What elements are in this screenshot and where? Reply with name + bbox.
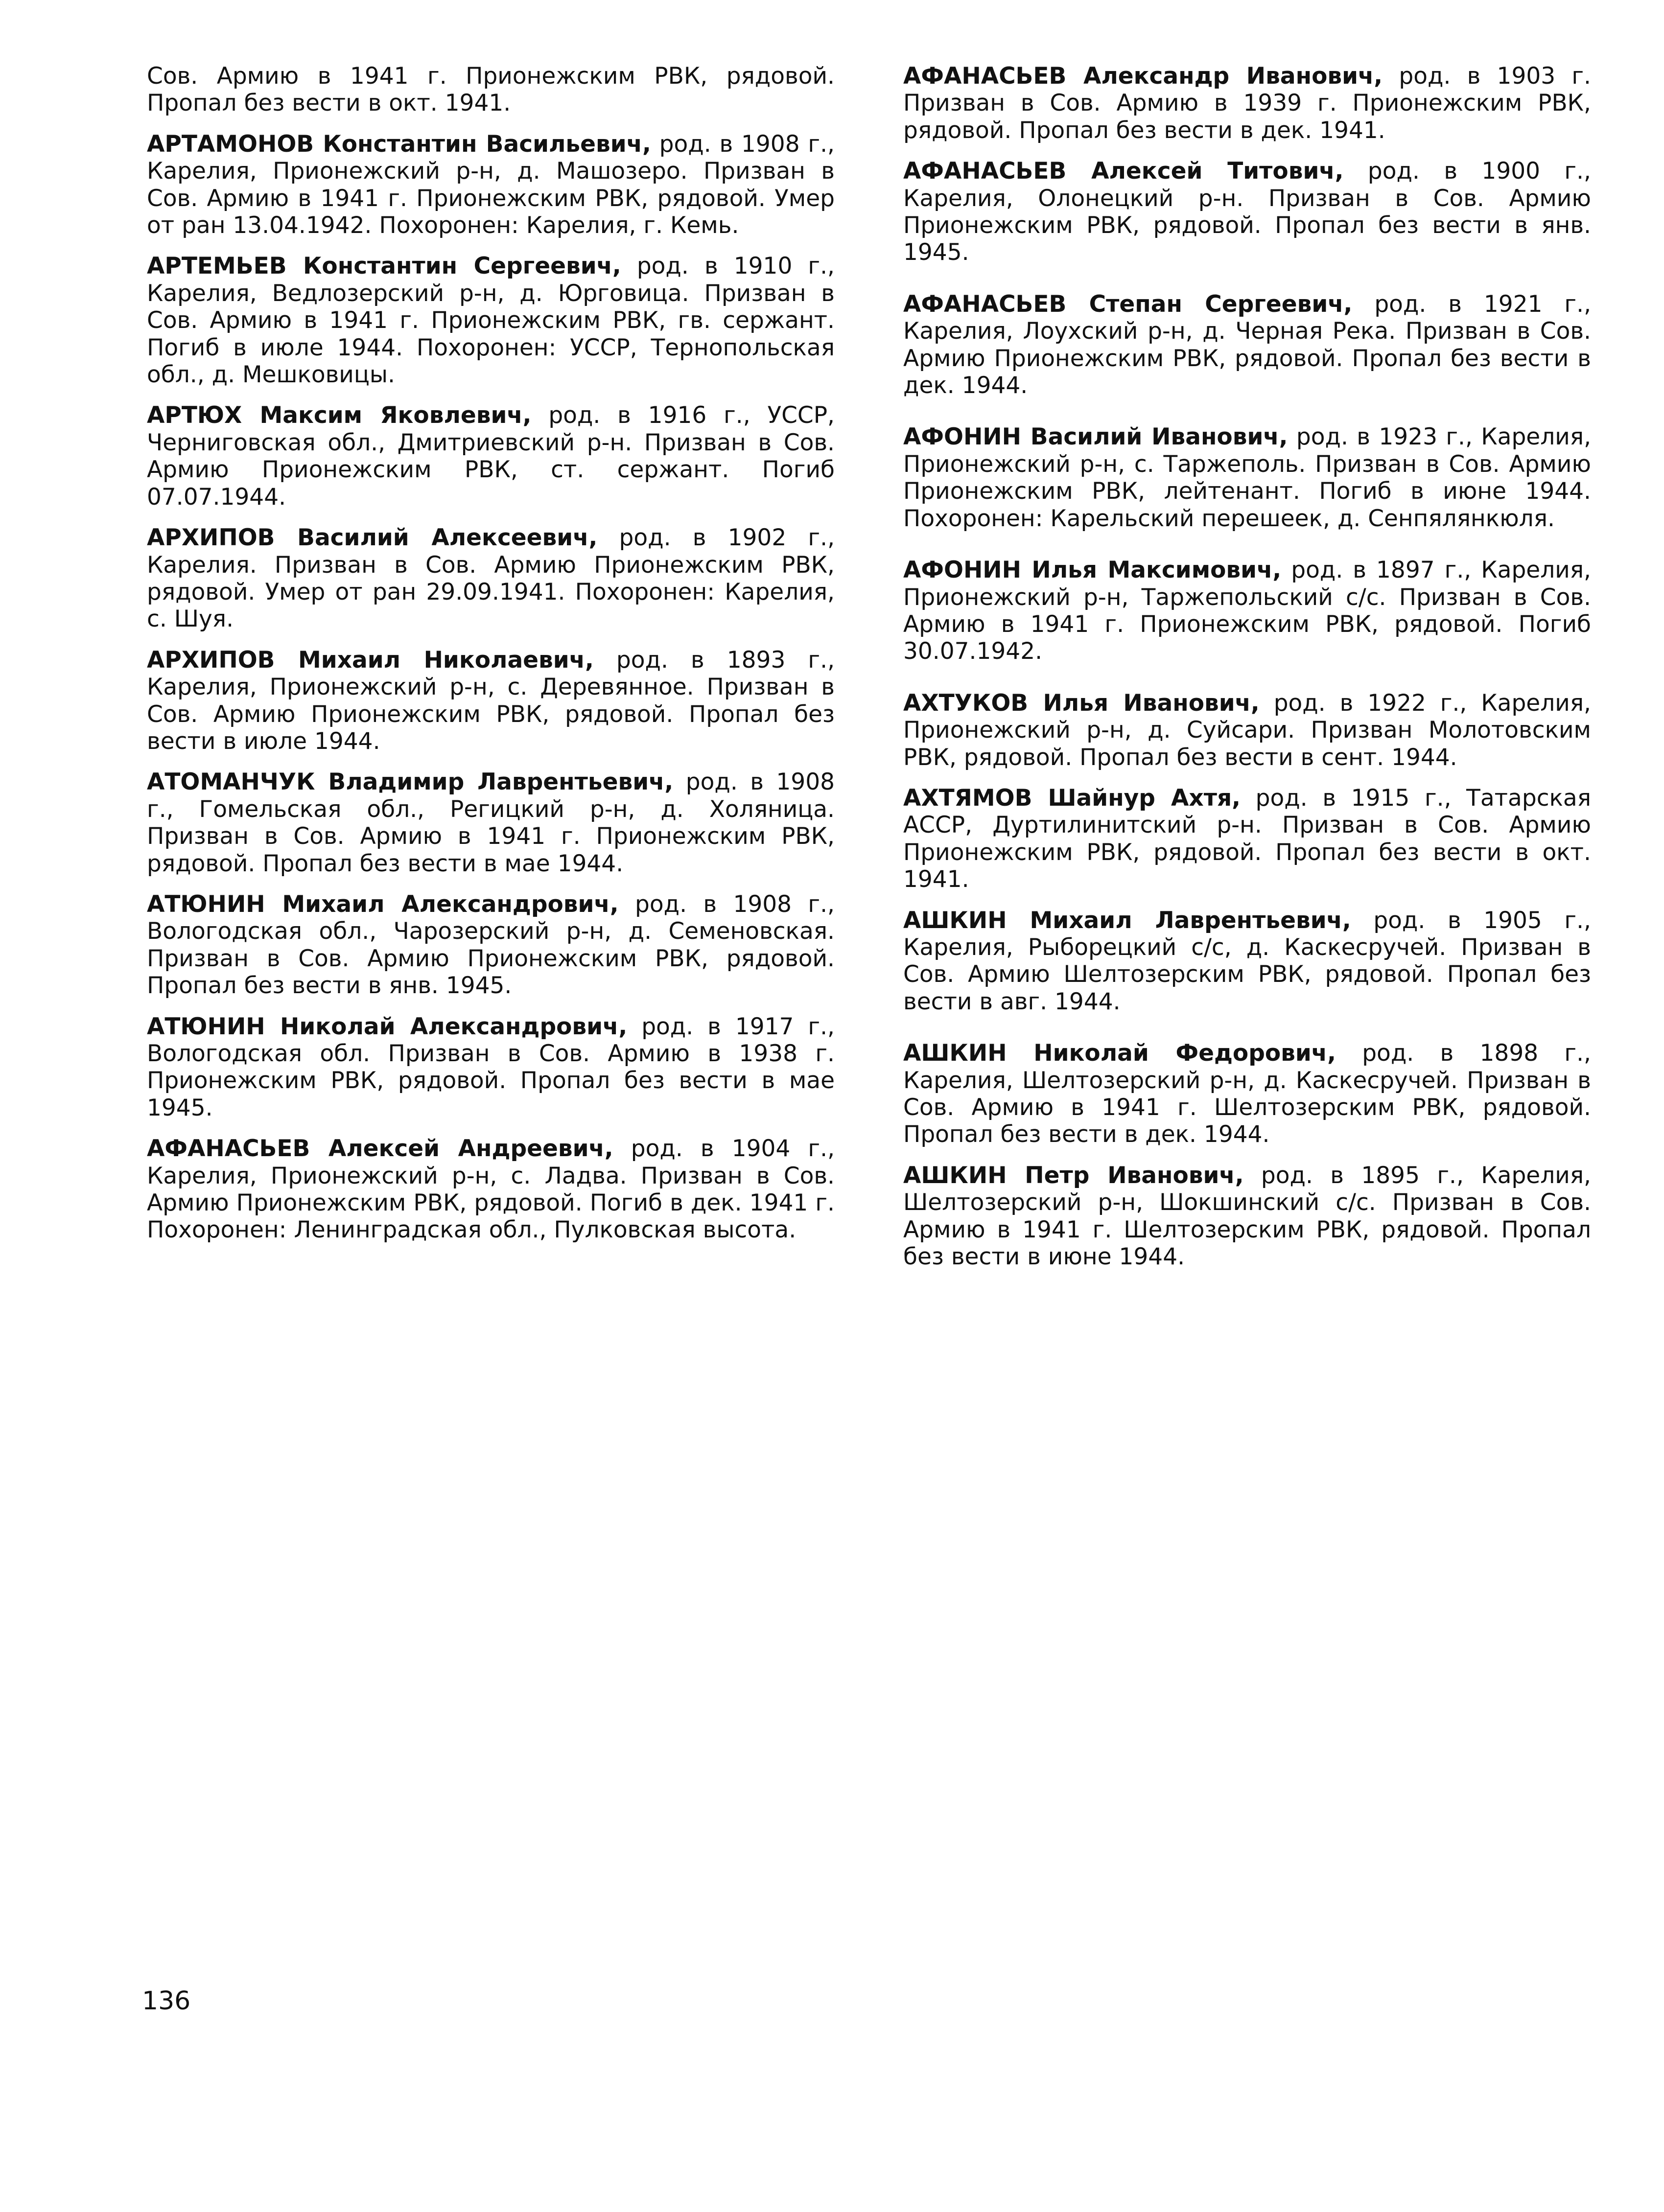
entry	[147, 63, 835, 117]
entry-name: АХТУКОВ Илья Иванович,	[903, 689, 1260, 717]
entry-name: АФОНИН Илья Максимович,	[903, 557, 1282, 584]
entry-text: род. в 1908 г., Карелия, Прионежский р-н, д. Машозеро. Призван в Сов. Армию в 1941 г. Прионежским РВК, рядовой. Умер от ран 13.04.1942. Похоронен: Карелия, г. Кемь.	[147, 130, 835, 239]
entry-name: АТЮНИН Михаил Александрович,	[147, 890, 619, 918]
entry-text: род. в 1917 г., Вологодская обл. Призван в Сов. Армию в 1938 г. Прионежским РВК, рядовой. Пропал без вести в мае 1945.	[147, 1013, 835, 1121]
entry-name: АРХИПОВ Василий Алексеевич,	[147, 524, 598, 552]
entry-text: род. в 1898 г., Карелия, Шелтозерский р-н, д. Каскесручей. Призван в Сов. Армию в 1941 г. Шелтозерским РВК, рядовой. Пропал без вести в дек. 1944.	[903, 1040, 1591, 1148]
entry	[903, 907, 1591, 1016]
entry	[903, 785, 1591, 893]
entry	[147, 131, 835, 239]
entry-text: род. в 1922 г., Карелия, Прионежский р-н, д. Суйсари. Призван Молотовским РВК, рядовой. Пропал без вести в сент. 1944.	[903, 689, 1592, 771]
left-column	[147, 63, 835, 1257]
entry	[147, 524, 835, 633]
entry	[903, 291, 1591, 399]
entry-name: АФОНИН Василий Иванович,	[903, 423, 1288, 451]
entry-name: АФАНАСЬЕВ Александр Иванович,	[903, 63, 1383, 90]
entry	[903, 1162, 1591, 1271]
entry	[903, 63, 1591, 144]
entry-name: АШКИН Петр Иванович,	[903, 1162, 1244, 1189]
entry-text: род. в 1904 г., Карелия, Прионежский р-н, с. Ладва. Призван в Сов. Армию Прионежским РВК, рядовой. Погиб в дек. 1941 г. Похоронен: Ленинградская обл., Пулковская высота.	[147, 1135, 835, 1244]
entry-text: род. в 1893 г., Карелия, Прионежский р-н, с. Деревянное. Призван в Сов. Армию Прионежским РВК, рядовой. Пропал без вести в июле 1944.	[147, 646, 835, 755]
entry	[903, 1040, 1591, 1148]
entry-name: АФАНАСЬЕВ Алексей Титович,	[903, 158, 1344, 185]
entry	[903, 158, 1591, 266]
entry-name: АРТЕМЬЕВ Константин Сергеевич,	[147, 253, 621, 280]
entry-name: АФАНАСЬЕВ Степан Сергеевич,	[903, 290, 1353, 318]
entry-name: АФАНАСЬЕВ Алексей Андреевич,	[147, 1135, 613, 1163]
entry	[147, 647, 835, 755]
entry-text: род. в 1915 г., Татарская АССР, Дуртилинитский р-н. Призван в Сов. Армию Прионежским РВК, рядовой. Пропал без вести в окт. 1941.	[903, 784, 1591, 893]
entry	[903, 423, 1591, 532]
entry	[903, 690, 1591, 771]
right-column	[903, 63, 1591, 1284]
entry	[147, 891, 835, 1000]
entry-text: род. в 1923 г., Карелия, Прионежский р-н, с. Таржеполь. Призван в Сов. Армию Прионежским РВК, лейтенант. Погиб в июне 1944. Похоронен: Карельский перешеек, д. Сенпялянкюля.	[903, 423, 1592, 532]
entry-text: род. в 1900 г., Карелия, Олонецкий р-н. Призван в Сов. Армию Прионежским РВК, рядовой. Пропал без вести в янв. 1945.	[903, 158, 1591, 266]
entry-text: род. в 1903 г. Призван в Сов. Армию в 1939 г. Прионежским РВК, рядовой. Пропал без вести в дек. 1941.	[903, 63, 1591, 144]
entry-text: род. в 1897 г., Карелия, Прионежский р-н, Таржепольский с/с. Призван в Сов. Армию в 1941 г. Прионежским РВК, рядовой. Погиб 30.07.1942.	[903, 557, 1591, 665]
entry	[147, 1135, 835, 1244]
entry-name: АШКИН Михаил Лаврентьевич,	[903, 907, 1351, 934]
entry-name: АШКИН Николай Федорович,	[903, 1040, 1336, 1067]
entry	[903, 557, 1591, 665]
entry-text: род. в 1895 г., Карелия, Шелтозерский р-н, Шокшинский с/с. Призван в Сов. Армию в 1941 г. Шелтозерским РВК, рядовой. Пропал без вести в июне 1944.	[903, 1162, 1591, 1271]
entry-name: АХТЯМОВ Шайнур Ахтя,	[903, 784, 1241, 812]
entry-text: род. в 1905 г., Карелия, Рыборецкий с/с, д. Каскесручей. Призван в Сов. Армию Шелтозерским РВК, рядовой. Пропал без вести в авг. 1944.	[903, 907, 1591, 1015]
entry-text: род. в 1910 г., Карелия, Ведлозерский р-н, д. Юрговица. Призван в Сов. Армию в 1941 г. Прионежским РВК, гв. сержант. Погиб в июле 1944. Похоронен: УССР, Тернопольская обл., д. Мешковицы.	[147, 253, 835, 389]
entry	[147, 768, 835, 877]
entry-name: АТОМАНЧУК Владимир Лаврентьевич,	[147, 768, 674, 796]
entry-text: род. в 1908 г., Гомельская обл., Регицкий р-н, д. Холяница. Призван в Сов. Армию в 1941 г. Прионежским РВК, рядовой. Пропал без вести в мае 1944.	[147, 768, 835, 877]
entry-name: АРТЮХ Максим Яковлевич,	[147, 402, 532, 429]
entry-text: род. в 1916 г., УССР, Черниговская обл., Дмитриевский р-н. Призван в Сов. Армию Прионежским РВК, ст. сержант. Погиб 07.07.1944.	[147, 402, 835, 511]
entry-text: Сов. Армию в 1941 г. Прионежским РВК, рядовой. Пропал без вести в окт. 1941.	[147, 63, 835, 117]
entry-text: род. в 1902 г., Карелия. Призван в Сов. Армию Прионежским РВК, рядовой. Умер от ран 29.09.1941. Похоронен: Карелия, с. Шуя.	[147, 524, 835, 633]
entry-name: АТЮНИН Николай Александрович,	[147, 1013, 628, 1040]
entry-name: АРХИПОВ Михаил Николаевич,	[147, 646, 594, 674]
entry	[147, 253, 835, 388]
entry	[147, 1013, 835, 1122]
entry	[147, 402, 835, 511]
page-number: 136	[142, 1986, 191, 2016]
entry-name: АРТАМОНОВ Константин Васильевич,	[147, 130, 651, 158]
entry-text: род. в 1921 г., Карелия, Лоухский р-н, д. Черная Река. Призван в Сов. Армию Прионежским РВК, рядовой. Пропал без вести в дек. 1944.	[903, 290, 1592, 399]
entry-text: род. в 1908 г., Вологодская обл., Чарозерский р-н, д. Семеновская. Призван в Сов. Армию Прионежским РВК, рядовой. Пропал без вести в янв. 1945.	[147, 890, 835, 1000]
